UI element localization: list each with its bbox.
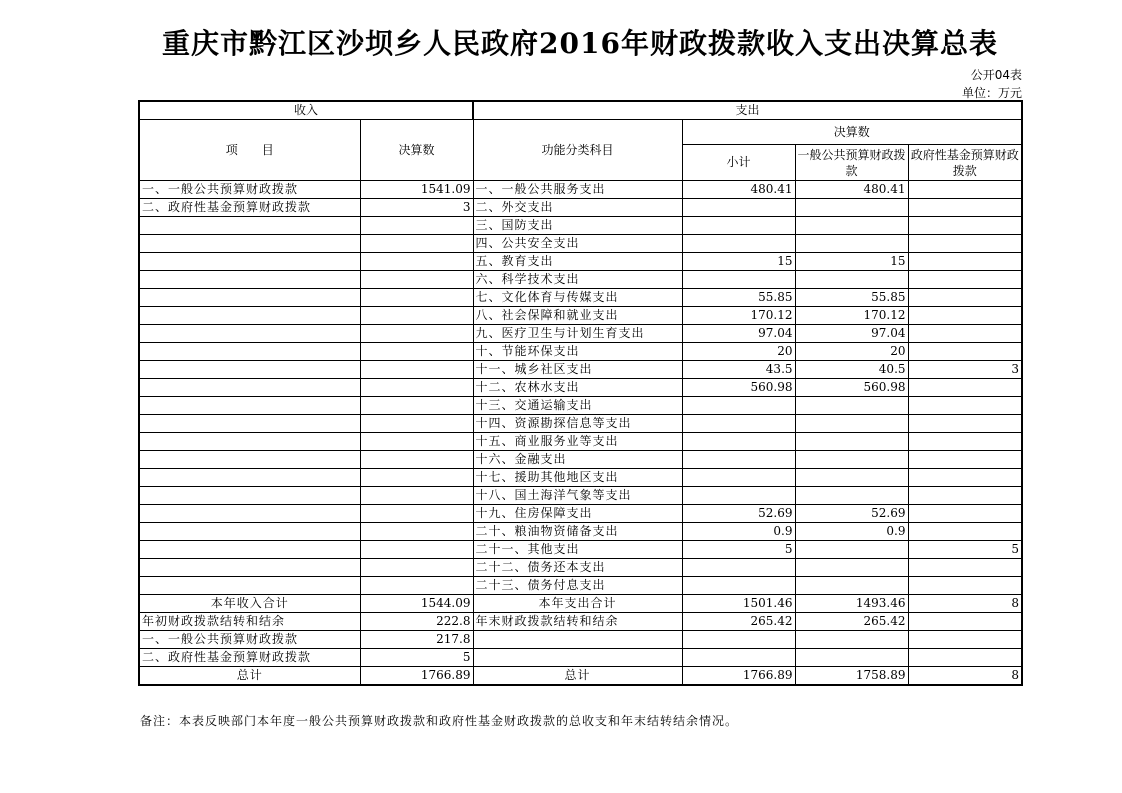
income-amount bbox=[360, 325, 473, 343]
expense-item: 九、医疗卫生与计划生育支出 bbox=[473, 325, 682, 343]
expense-item: 三、国防支出 bbox=[473, 217, 682, 235]
expense-general-budget: 52.69 bbox=[795, 505, 908, 523]
expense-general-budget: 15 bbox=[795, 253, 908, 271]
income-amount bbox=[360, 235, 473, 253]
table-row bbox=[139, 253, 1022, 271]
expense-subtotal: 55.85 bbox=[682, 289, 795, 307]
expense-general-budget bbox=[795, 469, 908, 487]
income-item bbox=[139, 523, 360, 541]
expense-general-budget: 170.12 bbox=[795, 307, 908, 325]
summary-row bbox=[139, 631, 1022, 649]
expense-gov-fund bbox=[908, 559, 1022, 577]
income-item bbox=[139, 325, 360, 343]
expense-gov-fund bbox=[908, 199, 1022, 217]
begin-general-label: 一、一般公共预算财政拨款 bbox=[139, 631, 360, 649]
expense-general-budget bbox=[795, 451, 908, 469]
income-amount bbox=[360, 523, 473, 541]
expense-subtotal: 560.98 bbox=[682, 379, 795, 397]
expense-general-budget: 55.85 bbox=[795, 289, 908, 307]
table-row bbox=[139, 559, 1022, 577]
income-item bbox=[139, 217, 360, 235]
begin-fund-amount: 5 bbox=[360, 649, 473, 667]
income-amount bbox=[360, 217, 473, 235]
income-amount bbox=[360, 487, 473, 505]
expense-subtotal: 52.69 bbox=[682, 505, 795, 523]
year-expense-general: 1493.46 bbox=[795, 595, 908, 613]
year-income-amount: 1544.09 bbox=[360, 595, 473, 613]
expense-general-budget bbox=[795, 487, 908, 505]
expense-item: 二十二、债务还本支出 bbox=[473, 559, 682, 577]
total-income-label: 总计 bbox=[139, 667, 360, 686]
expense-subtotal bbox=[682, 451, 795, 469]
expense-item: 六、科学技术支出 bbox=[473, 271, 682, 289]
table-row bbox=[139, 181, 1022, 199]
expense-subtotal: 43.5 bbox=[682, 361, 795, 379]
income-item bbox=[139, 559, 360, 577]
total-expense-fund: 8 bbox=[908, 667, 1022, 686]
total-expense-label: 总计 bbox=[473, 667, 682, 686]
expense-gov-fund: 3 bbox=[908, 361, 1022, 379]
year-expense-fund: 8 bbox=[908, 595, 1022, 613]
income-amount bbox=[360, 343, 473, 361]
expense-gov-fund bbox=[908, 469, 1022, 487]
expense-item: 二、外交支出 bbox=[473, 199, 682, 217]
table-row bbox=[139, 397, 1022, 415]
end-balance-label: 年末财政拨款结转和结余 bbox=[473, 613, 682, 631]
subtotal-header: 小计 bbox=[682, 145, 795, 181]
total-expense-general: 1758.89 bbox=[795, 667, 908, 686]
expense-item: 十二、农林水支出 bbox=[473, 379, 682, 397]
expense-subtotal bbox=[682, 469, 795, 487]
table-row bbox=[139, 199, 1022, 217]
table-row bbox=[139, 505, 1022, 523]
table-row bbox=[139, 307, 1022, 325]
expense-item: 十八、国土海洋气象等支出 bbox=[473, 487, 682, 505]
income-amount bbox=[360, 289, 473, 307]
page-title: 重庆市黔江区沙坝乡人民政府2016年财政拨款收入支出决算总表 bbox=[162, 27, 998, 60]
expense-gov-fund bbox=[908, 505, 1022, 523]
income-amount bbox=[360, 379, 473, 397]
expense-general-budget bbox=[795, 559, 908, 577]
begin-balance-label: 年初财政拨款结转和结余 bbox=[139, 613, 360, 631]
expense-subtotal: 97.04 bbox=[682, 325, 795, 343]
income-amount bbox=[360, 469, 473, 487]
expense-subtotal bbox=[682, 415, 795, 433]
table-row bbox=[139, 487, 1022, 505]
income-item: 二、政府性基金预算财政拨款 bbox=[139, 199, 360, 217]
expense-gov-fund bbox=[908, 343, 1022, 361]
income-item bbox=[139, 379, 360, 397]
expense-item: 十七、援助其他地区支出 bbox=[473, 469, 682, 487]
expense-general-budget: 20 bbox=[795, 343, 908, 361]
expense-subtotal bbox=[682, 235, 795, 253]
expense-item: 五、教育支出 bbox=[473, 253, 682, 271]
expense-subtotal: 20 bbox=[682, 343, 795, 361]
table-row bbox=[139, 541, 1022, 559]
unit-label: 单位：万元 bbox=[961, 86, 1022, 100]
income-item bbox=[139, 469, 360, 487]
income-item bbox=[139, 235, 360, 253]
expense-item: 十六、金融支出 bbox=[473, 451, 682, 469]
table-row bbox=[139, 451, 1022, 469]
income-item bbox=[139, 253, 360, 271]
table-row bbox=[139, 523, 1022, 541]
income-item bbox=[139, 361, 360, 379]
begin-balance-amount: 222.8 bbox=[360, 613, 473, 631]
end-balance-general: 265.42 bbox=[795, 613, 908, 631]
income-amount bbox=[360, 271, 473, 289]
expense-gov-fund bbox=[908, 289, 1022, 307]
table-row bbox=[139, 217, 1022, 235]
empty-cell bbox=[473, 631, 682, 649]
income-item bbox=[139, 343, 360, 361]
table-row bbox=[139, 289, 1022, 307]
expense-gov-fund bbox=[908, 181, 1022, 199]
func-class-header: 功能分类科目 bbox=[473, 120, 682, 181]
income-amount bbox=[360, 307, 473, 325]
final-amount-header: 决算数 bbox=[682, 120, 1022, 145]
expense-gov-fund bbox=[908, 217, 1022, 235]
table-row bbox=[139, 361, 1022, 379]
expense-item: 十四、资源勘探信息等支出 bbox=[473, 415, 682, 433]
expense-general-budget bbox=[795, 577, 908, 595]
expense-header: 支出 bbox=[473, 101, 1022, 120]
expense-item: 十一、城乡社区支出 bbox=[473, 361, 682, 379]
income-amount: 1541.09 bbox=[360, 181, 473, 199]
expense-subtotal: 170.12 bbox=[682, 307, 795, 325]
expense-item: 二十、粮油物资储备支出 bbox=[473, 523, 682, 541]
expense-gov-fund bbox=[908, 487, 1022, 505]
income-item bbox=[139, 577, 360, 595]
expense-item: 七、文化体育与传媒支出 bbox=[473, 289, 682, 307]
expense-subtotal bbox=[682, 559, 795, 577]
empty-cell bbox=[473, 649, 682, 667]
income-amount bbox=[360, 433, 473, 451]
expense-gov-fund bbox=[908, 433, 1022, 451]
form-number: 公开04表 bbox=[970, 68, 1022, 82]
income-item bbox=[139, 433, 360, 451]
income-amount bbox=[360, 541, 473, 559]
table-row bbox=[139, 577, 1022, 595]
expense-general-budget: 97.04 bbox=[795, 325, 908, 343]
expense-gov-fund bbox=[908, 235, 1022, 253]
table-row bbox=[139, 343, 1022, 361]
footnote: 备注：本表反映部门本年度一般公共预算财政拨款和政府性基金财政拨款的总收支和年末结转结余情况。 bbox=[140, 714, 739, 728]
expense-subtotal: 0.9 bbox=[682, 523, 795, 541]
income-item bbox=[139, 541, 360, 559]
expense-general-budget bbox=[795, 235, 908, 253]
table-row bbox=[139, 379, 1022, 397]
income-item bbox=[139, 487, 360, 505]
expense-gov-fund: 5 bbox=[908, 541, 1022, 559]
expense-subtotal bbox=[682, 433, 795, 451]
expense-general-budget bbox=[795, 271, 908, 289]
expense-general-budget bbox=[795, 217, 908, 235]
begin-fund-label: 二、政府性基金预算财政拨款 bbox=[139, 649, 360, 667]
summary-row bbox=[139, 613, 1022, 631]
summary-row bbox=[139, 667, 1022, 686]
table-row bbox=[139, 271, 1022, 289]
expense-gov-fund bbox=[908, 523, 1022, 541]
income-amount bbox=[360, 397, 473, 415]
empty-cell bbox=[795, 631, 908, 649]
summary-row bbox=[139, 595, 1022, 613]
year-expense-subtotal: 1501.46 bbox=[682, 595, 795, 613]
table-row bbox=[139, 415, 1022, 433]
expense-general-budget bbox=[795, 199, 908, 217]
begin-general-amount: 217.8 bbox=[360, 631, 473, 649]
end-balance-subtotal: 265.42 bbox=[682, 613, 795, 631]
income-item bbox=[139, 289, 360, 307]
income-amount bbox=[360, 505, 473, 523]
expense-item: 二十三、债务付息支出 bbox=[473, 577, 682, 595]
budget-table bbox=[138, 100, 1023, 686]
expense-gov-fund bbox=[908, 397, 1022, 415]
income-item bbox=[139, 397, 360, 415]
expense-gov-fund bbox=[908, 577, 1022, 595]
expense-subtotal: 5 bbox=[682, 541, 795, 559]
total-income-amount: 1766.89 bbox=[360, 667, 473, 686]
expense-general-budget bbox=[795, 541, 908, 559]
expense-subtotal bbox=[682, 217, 795, 235]
year-income-label: 本年收入合计 bbox=[139, 595, 360, 613]
expense-general-budget: 40.5 bbox=[795, 361, 908, 379]
income-amount bbox=[360, 451, 473, 469]
expense-gov-fund bbox=[908, 271, 1022, 289]
expense-item: 十、节能环保支出 bbox=[473, 343, 682, 361]
expense-gov-fund bbox=[908, 253, 1022, 271]
income-header: 收入 bbox=[139, 101, 473, 120]
expense-subtotal bbox=[682, 487, 795, 505]
amount-header: 决算数 bbox=[360, 120, 473, 181]
expense-gov-fund bbox=[908, 379, 1022, 397]
expense-subtotal: 480.41 bbox=[682, 181, 795, 199]
income-item bbox=[139, 307, 360, 325]
expense-gov-fund bbox=[908, 307, 1022, 325]
income-item bbox=[139, 451, 360, 469]
empty-cell bbox=[682, 649, 795, 667]
empty-cell bbox=[795, 649, 908, 667]
expense-general-budget: 480.41 bbox=[795, 181, 908, 199]
expense-subtotal bbox=[682, 271, 795, 289]
income-item: 一、一般公共预算财政拨款 bbox=[139, 181, 360, 199]
income-amount bbox=[360, 415, 473, 433]
year-expense-label: 本年支出合计 bbox=[473, 595, 682, 613]
expense-subtotal bbox=[682, 199, 795, 217]
income-amount bbox=[360, 361, 473, 379]
expense-item: 十五、商业服务业等支出 bbox=[473, 433, 682, 451]
empty-cell bbox=[908, 649, 1022, 667]
expense-item: 八、社会保障和就业支出 bbox=[473, 307, 682, 325]
income-amount: 3 bbox=[360, 199, 473, 217]
expense-item: 四、公共安全支出 bbox=[473, 235, 682, 253]
income-amount bbox=[360, 559, 473, 577]
table-row bbox=[139, 433, 1022, 451]
income-amount bbox=[360, 253, 473, 271]
expense-item: 十三、交通运输支出 bbox=[473, 397, 682, 415]
expense-subtotal: 15 bbox=[682, 253, 795, 271]
empty-cell bbox=[908, 631, 1022, 649]
expense-item: 十九、住房保障支出 bbox=[473, 505, 682, 523]
expense-item: 二十一、其他支出 bbox=[473, 541, 682, 559]
expense-general-budget: 560.98 bbox=[795, 379, 908, 397]
empty-cell bbox=[682, 631, 795, 649]
expense-gov-fund bbox=[908, 415, 1022, 433]
expense-gov-fund bbox=[908, 451, 1022, 469]
expense-general-budget bbox=[795, 397, 908, 415]
gov-fund-header: 政府性基金预算财政拨款 bbox=[908, 145, 1022, 181]
income-item bbox=[139, 415, 360, 433]
expense-subtotal bbox=[682, 397, 795, 415]
table-row bbox=[139, 469, 1022, 487]
expense-gov-fund bbox=[908, 325, 1022, 343]
income-item bbox=[139, 505, 360, 523]
income-amount bbox=[360, 577, 473, 595]
expense-subtotal bbox=[682, 577, 795, 595]
expense-item: 一、一般公共服务支出 bbox=[473, 181, 682, 199]
end-balance-fund bbox=[908, 613, 1022, 631]
item-header: 项 目 bbox=[139, 120, 360, 181]
income-item bbox=[139, 271, 360, 289]
table-row bbox=[139, 325, 1022, 343]
summary-row bbox=[139, 649, 1022, 667]
table-row bbox=[139, 235, 1022, 253]
expense-general-budget bbox=[795, 415, 908, 433]
expense-general-budget: 0.9 bbox=[795, 523, 908, 541]
expense-general-budget bbox=[795, 433, 908, 451]
total-expense-subtotal: 1766.89 bbox=[682, 667, 795, 686]
general-budget-header: 一般公共预算财政拨款 bbox=[795, 145, 908, 181]
